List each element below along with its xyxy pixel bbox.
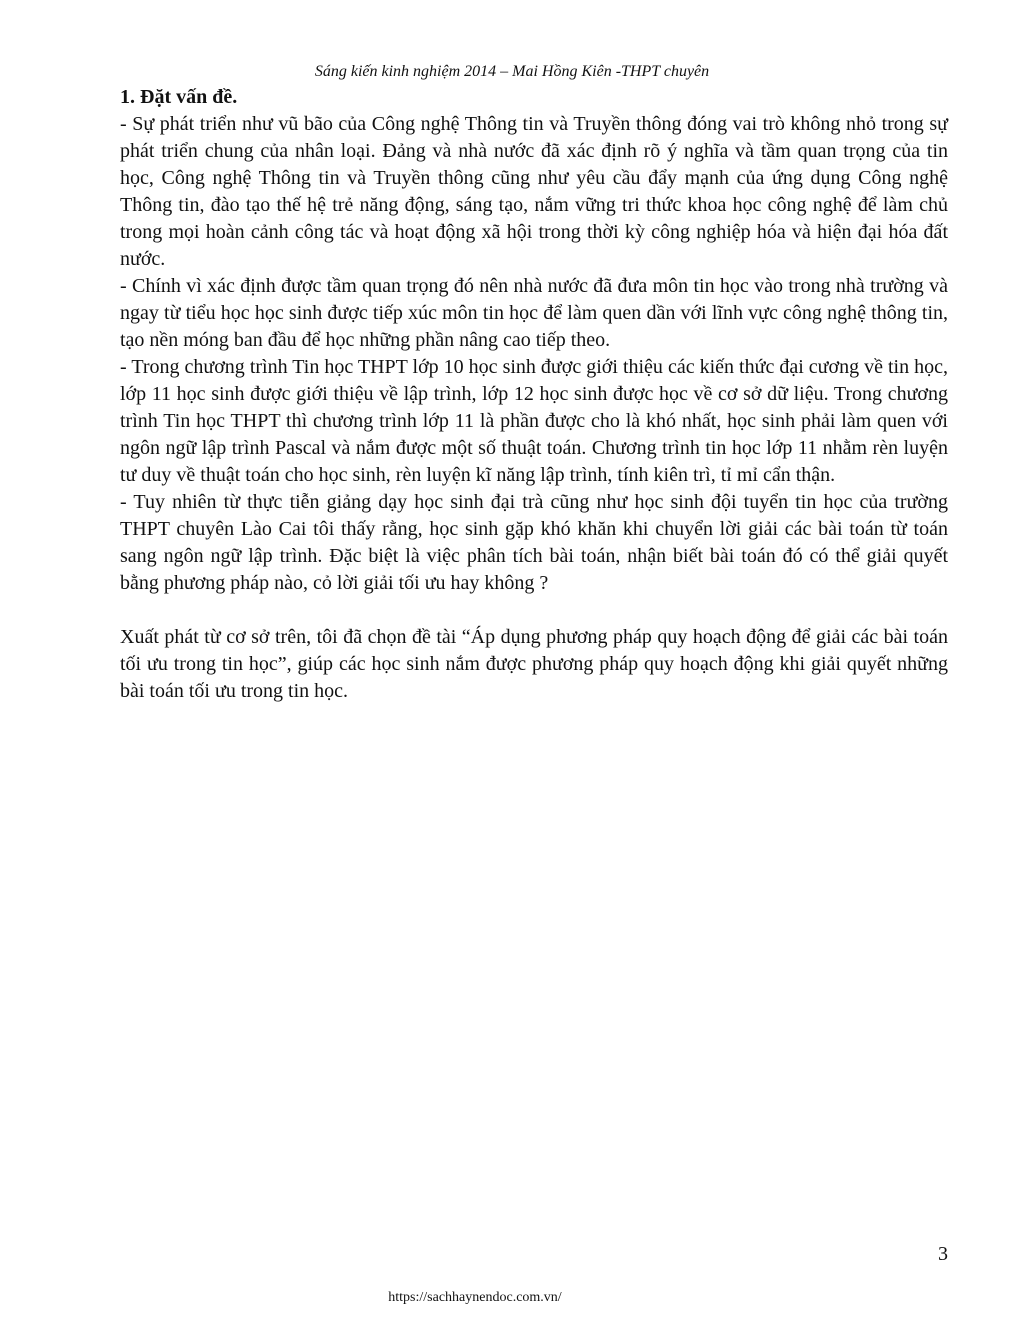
footer-url: https://sachhaynendoc.com.vn/ <box>388 1290 562 1305</box>
section-title: 1. Đặt vấn đề. <box>120 86 238 108</box>
paragraph-1: - Sự phát triển như vũ bão của Công nghệ Thông tin và Truyền thông đóng vai trò không nhỏ trong sự phát triển chung của nhân loại. Đảng và nhà nước đã xác định rõ ý nghĩa và tầm quan trọng của tin học, Công nghệ Thông tin và Truyền thông cũng như yêu cầu đẩy mạnh của ứng dụng Công nghệ Thông tin, đào tạo thế hệ trẻ năng động, sáng tạo, nắm vững tri thức khoa học công nghệ để làm chủ trong mọi hoàn cảnh công tác và hoạt động xã hội trong thời kỳ công nghiệp hóa và hiện đại hóa đất nước. <box>120 113 948 270</box>
paragraph-4: - Tuy nhiên từ thực tiễn giảng dạy học sinh đại trà cũng như học sinh đội tuyển tin học của trường THPT chuyên Lào Cai tôi thấy rằng, học sinh gặp khó khăn khi chuyển lời giải các bài toán từ toán sang ngôn ngữ lập trình. Đặc biệt là việc phân tích bài toán, nhận biết bài toán đó có thể giải quyết bằng phương pháp nào, cỏ lời giải tối ưu hay không ? <box>120 491 948 594</box>
paragraph-spacer <box>120 597 948 624</box>
document-body <box>120 84 948 705</box>
page-number: 3 <box>938 1243 948 1265</box>
paragraph-3: - Trong chương trình Tin học THPT lớp 10 học sinh được giới thiệu các kiến thức đại cương về tin học, lớp 11 học sinh được giới thiệu về lập trình, lớp 12 học sinh được học về cơ sở dữ liệu. Trong chương trình Tin học THPT thì chương trình lớp 11 là phần được cho là khó nhất, học sinh phải làm quen với ngôn ngữ lập trình Pascal và nắm được một số thuật toán. Chương trình tin học lớp 11 nhằm rèn luyện tư duy về thuật toán cho học sinh, rèn luyện kĩ năng lập trình, tính kiên trì, tỉ mỉ cẩn thận. <box>120 356 948 486</box>
paragraph-2: - Chính vì xác định được tầm quan trọng đó nên nhà nước đã đưa môn tin học vào trong nhà trường và ngay từ tiểu học học sinh được tiếp xúc môn tin học để làm quen dần với lĩnh vực công nghệ thông tin, tạo nền móng ban đầu để học những phần nâng cao tiếp theo. <box>120 275 948 351</box>
running-header: Sáng kiến kinh nghiệm 2014 – Mai Hồng Kiên -THPT chuyên <box>314 63 710 80</box>
conclusion-paragraph: Xuất phát từ cơ sở trên, tôi đã chọn đề tài “Áp dụng phương pháp quy hoạch động để giải các bài toán tối ưu trong tin học”, giúp các học sinh nắm được phương pháp quy hoạch động khi giải quyết những bài toán tối ưu trong tin học. <box>120 626 948 702</box>
